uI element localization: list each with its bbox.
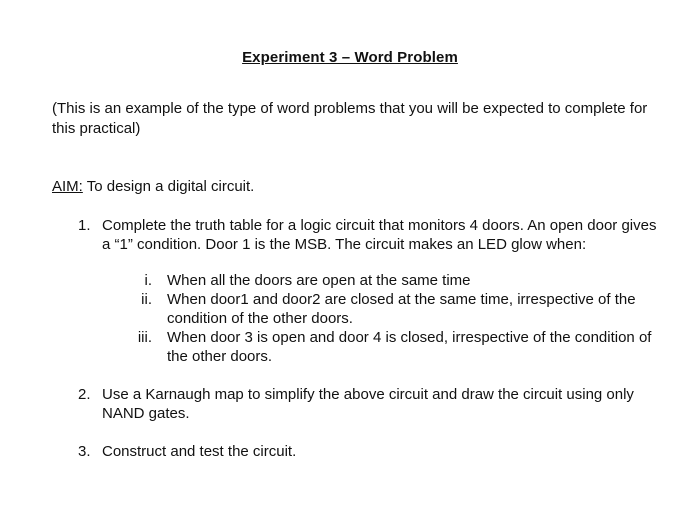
list-item-text: Complete the truth table for a logic circuit that monitors 4 doors. An open door gives a “1” condition. Door 1 is the MSB. The circuit makes an LED glow when:	[102, 217, 657, 253]
sub-list-item-text: When door 3 is open and door 4 is closed, irrespective of the condition of the other doors.	[167, 329, 652, 365]
list-item-text: Use a Karnaugh map to simplify the above circuit and draw the circuit using only NAND gates.	[102, 386, 634, 422]
list-item-text: Construct and test the circuit.	[102, 443, 297, 460]
list-item-number: 2.	[78, 386, 91, 403]
aim-text: To design a digital circuit.	[82, 178, 255, 195]
sub-list-item-numeral: iii.	[137, 329, 152, 346]
list-item-number: 3.	[78, 443, 91, 460]
sub-list-item-numeral: i.	[144, 272, 152, 289]
sub-list-item-numeral: ii.	[141, 291, 152, 308]
intro-paragraph: (This is an example of the type of word problems that you will be expected to complete for this practical)	[52, 100, 648, 137]
aim-line	[52, 177, 254, 197]
sub-list-item-text: When door1 and door2 are closed at the same time, irrespective of the condition of the other doors.	[167, 291, 636, 327]
aim-label: AIM:	[52, 178, 83, 195]
document-title: Experiment 3 – Word Problem	[242, 49, 458, 66]
list-item-number: 1.	[78, 217, 91, 234]
sub-list-item-text: When all the doors are open at the same time	[167, 272, 471, 289]
